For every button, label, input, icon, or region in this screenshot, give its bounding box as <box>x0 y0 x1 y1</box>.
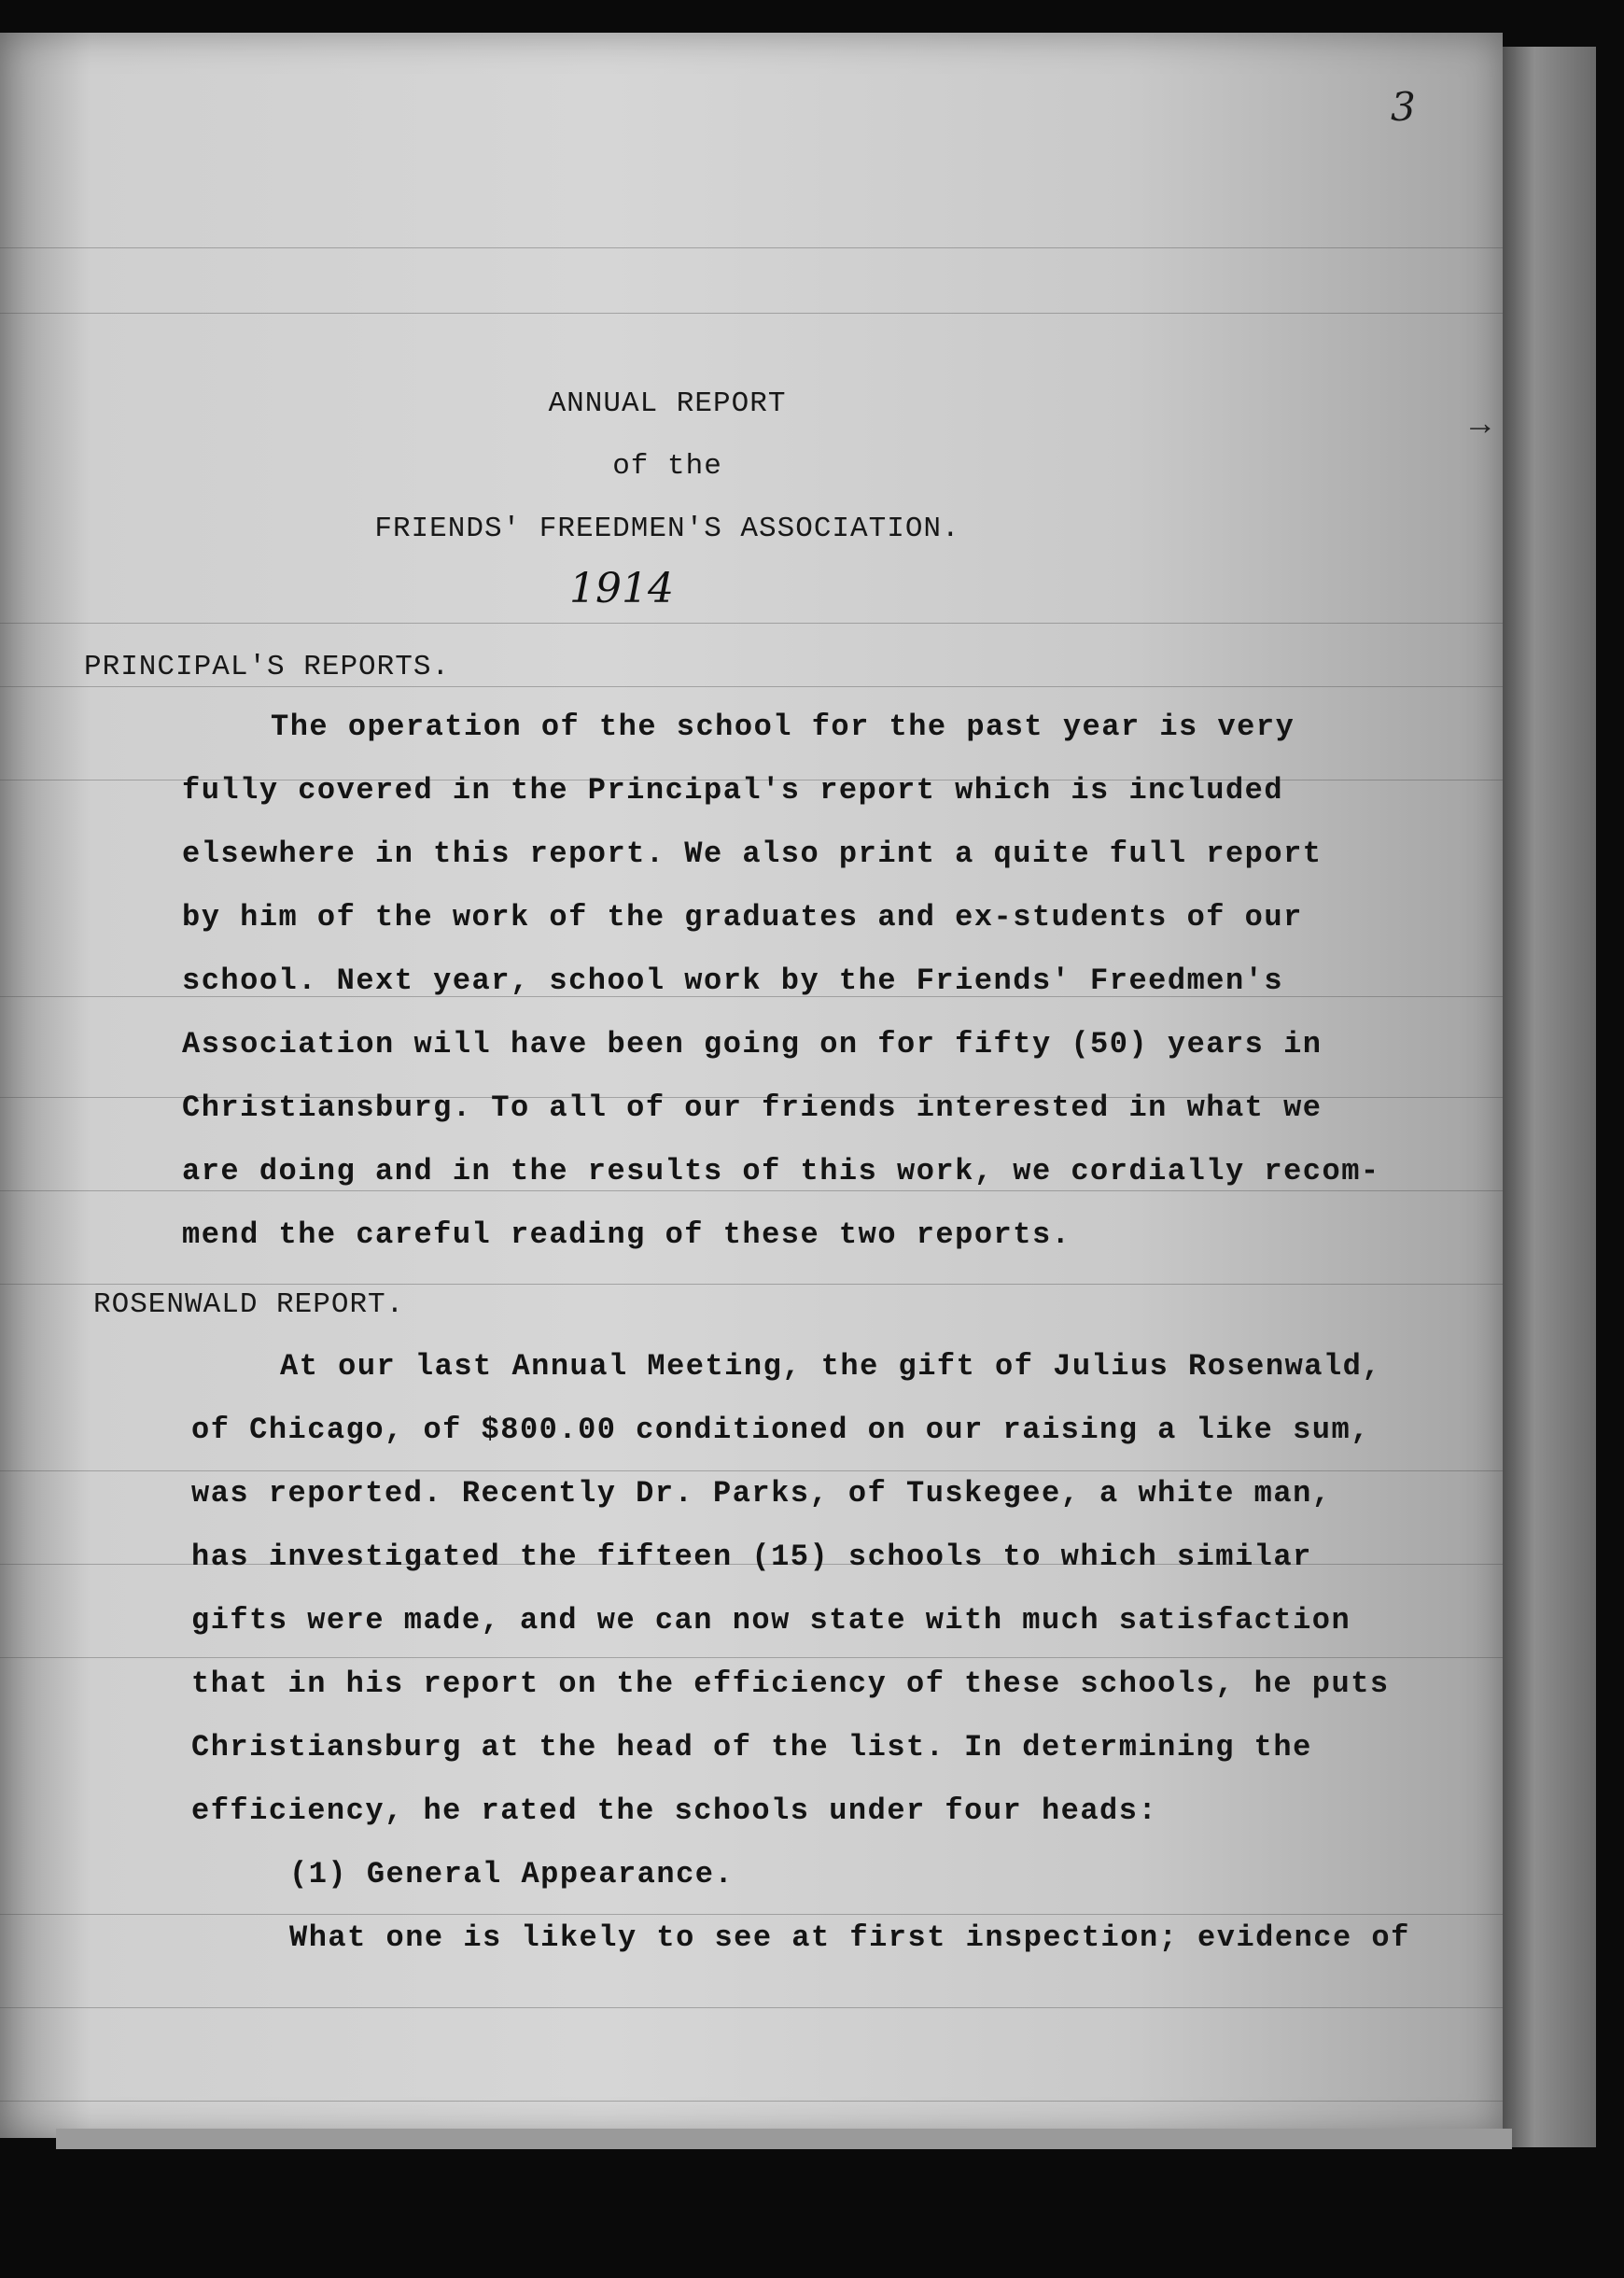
text-line: Christiansburg at the head of the list. In determining the <box>191 1730 1312 1765</box>
text-line: Christiansburg. To all of our friends interested in what we <box>182 1090 1323 1125</box>
principals-heading: PRINCIPAL'S REPORTS. <box>84 651 451 683</box>
ruled-line <box>0 2101 1503 2102</box>
text-line: of Chicago, of $800.00 conditioned on our raising a like sum, <box>191 1413 1370 1447</box>
document-page <box>0 33 1503 2138</box>
rosenwald-heading: ROSENWALD REPORT. <box>93 1288 405 1321</box>
report-title-of: of the <box>612 450 722 483</box>
text-line: has investigated the fifteen (15) schools to which similar <box>191 1540 1312 1574</box>
page-number: 3 <box>1391 84 1416 130</box>
report-organization: FRIENDS' FREEDMEN'S ASSOCIATION. <box>374 513 960 545</box>
ruled-line <box>0 686 1503 687</box>
text-line: was reported. Recently Dr. Parks, of Tuskegee, a white man, <box>191 1476 1332 1511</box>
text-line: that in his report on the efficiency of these schools, he puts <box>191 1666 1390 1701</box>
ruled-line <box>0 1190 1503 1191</box>
text-line: What one is likely to see at first inspection; evidence of <box>289 1920 1410 1955</box>
text-line: fully covered in the Principal's report which is included <box>182 773 1284 808</box>
text-line: Association will have been going on for fifty (50) years in <box>182 1027 1323 1062</box>
page-bottom-edge <box>56 2129 1512 2149</box>
text-line: (1) General Appearance. <box>289 1857 735 1891</box>
text-line: efficiency, he rated the schools under four heads: <box>191 1793 1158 1828</box>
text-line: At our last Annual Meeting, the gift of Julius Rosenwald, <box>280 1349 1382 1384</box>
backing-strip <box>1493 47 1596 2147</box>
ruled-line <box>0 1657 1503 1658</box>
ruled-line <box>0 313 1503 314</box>
margin-arrow-mark: → <box>1470 406 1491 444</box>
ruled-line <box>0 1470 1503 1471</box>
report-title: ANNUAL REPORT <box>548 387 787 420</box>
handwritten-year: 1914 <box>569 565 674 612</box>
ruled-line <box>0 623 1503 624</box>
text-line: The operation of the school for the past year is very <box>271 710 1295 744</box>
text-line: elsewhere in this report. We also print a quite full report <box>182 837 1323 871</box>
text-line: mend the careful reading of these two reports. <box>182 1217 1071 1252</box>
text-line: gifts were made, and we can now state with much satisfaction <box>191 1603 1351 1638</box>
ruled-line <box>0 1284 1503 1285</box>
text-line: by him of the work of the graduates and ex-students of our <box>182 900 1303 935</box>
ruled-line <box>0 247 1503 248</box>
text-line: are doing and in the results of this work, we cordially recom- <box>182 1154 1380 1188</box>
ruled-line <box>0 2007 1503 2008</box>
text-line: school. Next year, school work by the Friends' Freedmen's <box>182 963 1284 998</box>
ruled-line <box>0 1914 1503 1915</box>
